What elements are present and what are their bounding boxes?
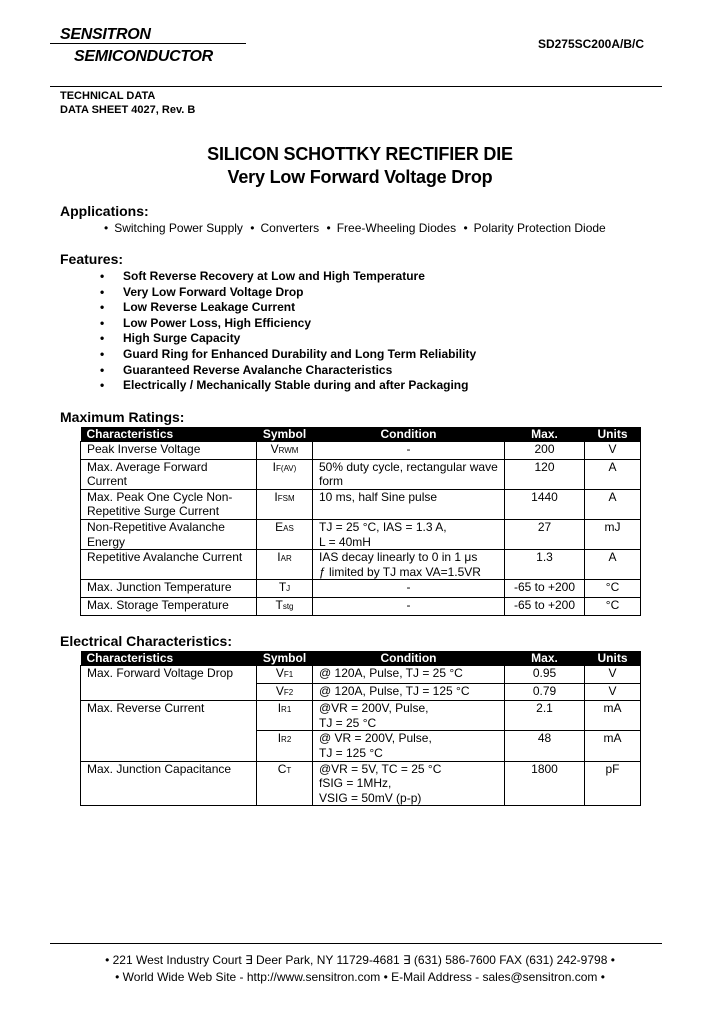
units-cell: pF [585,761,641,806]
max-cell: 2.1 [505,701,585,731]
doc-type: TECHNICAL DATA [60,90,156,102]
feature-item: • Guard Ring for Enhanced Durability and Long Term Reliability [100,346,477,361]
brand-divider [50,43,246,44]
symbol-cell [257,519,313,549]
symbol-letter: I [272,459,277,474]
bullet-icon: • [250,221,255,235]
max-ratings-heading: Maximum Ratings: [60,409,185,425]
symbol-subscript: RWM [278,446,299,455]
condition-line: @ 120A, Pulse, TJ = 25 °C [319,666,463,680]
max-cell: -65 to +200 [505,597,585,615]
bullet-icon: • [100,331,105,346]
table-row [81,597,641,615]
electrical-table [80,651,641,806]
application-item: Switching Power Supply [114,221,243,235]
characteristic-cell: Non-Repetitive Avalanche Energy [81,519,257,549]
page-subtitle: Very Low Forward Voltage Drop [227,167,493,187]
max-ratings-table [80,427,641,616]
col-header-characteristics: Characteristics [81,651,257,666]
units-cell: mJ [585,519,641,549]
table-row [81,580,641,598]
condition-cell [313,489,505,519]
max-cell: 200 [505,442,585,460]
table-header-row [81,651,641,666]
condition-line: TJ = 25 °C [319,715,377,730]
symbol-cell [257,731,313,761]
condition-line: @ VR = 200V, Pulse, [319,731,432,746]
symbol-cell [257,489,313,519]
condition-cell [313,550,505,580]
table-row [81,459,641,489]
footer-divider [50,943,662,944]
symbol-cell [257,442,313,460]
characteristic-cell: Max. Storage Temperature [81,597,257,615]
col-header-condition: Condition [313,651,505,666]
symbol-cell [257,666,313,684]
symbol-letter: T [275,597,283,612]
condition-line: - [406,580,411,595]
col-header-symbol: Symbol [257,651,313,666]
symbol-letter: V [270,442,279,456]
feature-item: • Low Reverse Leakage Current [100,300,296,315]
max-cell: 1440 [505,489,585,519]
symbol-subscript: F(AV) [276,463,297,473]
table-row [81,701,641,731]
col-header-units: Units [585,427,641,442]
symbol-subscript: FSM [277,493,295,503]
symbol-subscript: R2 [281,735,292,745]
page-title: SILICON SCHOTTKY RECTIFIER DIE [207,144,513,164]
electrical-heading: Electrical Characteristics: [60,633,232,649]
characteristic-cell: Peak Inverse Voltage [81,442,257,460]
condition-line: ƒ limited by TJ max VA=1.5VR [319,564,481,579]
doc-sheet: DATA SHEET 4027, Rev. B [60,104,196,116]
col-header-condition: Condition [313,427,505,442]
applications-list [100,221,606,235]
characteristic-cell: Max. Forward Voltage Drop [81,666,257,684]
characteristic-cell: Max. Junction Capacitance [81,761,257,806]
bullet-icon: • [100,346,105,361]
symbol-letter: V [275,683,284,698]
symbol-letter: I [274,489,278,504]
application-item: Polarity Protection Diode [473,221,606,235]
condition-line: - [406,442,411,456]
table-row [81,442,641,460]
document-info [60,89,195,117]
symbol-cell [257,550,313,580]
max-cell: 27 [505,519,585,549]
condition-cell [313,580,505,598]
condition-line: fSIG = 1MHz, [319,776,392,791]
table-row [81,761,641,806]
table-row [81,489,641,519]
feature-item: • Very Low Forward Voltage Drop [100,284,304,299]
max-cell: 1800 [505,761,585,806]
condition-cell [313,761,505,806]
units-cell: A [585,550,641,580]
symbol-subscript: T [286,765,292,775]
symbol-cell [257,580,313,598]
condition-cell [313,683,505,701]
symbol-letter: I [277,701,282,716]
col-header-symbol: Symbol [257,427,313,442]
condition-cell [313,459,505,489]
symbol-subscript: AR [280,554,292,564]
symbol-cell [257,459,313,489]
bullet-icon: • [100,300,105,315]
symbol-letter: V [275,666,284,680]
bullet-icon: • [326,221,331,235]
feature-item: • Low Power Loss, High Efficiency [100,315,312,330]
units-cell: °C [585,580,641,598]
part-number: SD275SC200A/B/C [537,37,644,51]
units-cell: V [585,442,641,460]
bullet-icon: • [100,269,105,283]
condition-line: IAS decay linearly to 0 in 1 μs [319,550,478,565]
max-cell: 120 [505,459,585,489]
units-cell: V [585,666,641,684]
table-header-row [81,427,641,442]
col-header-units: Units [585,651,641,666]
symbol-letter: I [277,731,282,746]
application-item: Free-Wheeling Diodes [336,221,457,235]
characteristic-cell: Max. Reverse Current [81,701,257,731]
features-list [100,269,476,394]
symbol-subscript: R1 [281,705,292,715]
symbol-subscript: F2 [283,687,294,697]
table-row [81,666,641,684]
feature-item: • Electrically / Mechanically Stable during and after Packaging [100,378,469,393]
condition-line: @VR = 200V, Pulse, [319,701,429,716]
table-row [81,550,641,580]
table-row [81,519,641,549]
table-row [81,683,641,701]
symbol-cell [257,597,313,615]
bullet-icon: • [100,378,105,393]
characteristic-cell [81,683,257,701]
condition-cell [313,442,505,460]
condition-cell [313,519,505,549]
col-header-max: Max. [505,427,585,442]
symbol-letter: I [277,550,281,565]
brand-line-2: SEMICONDUCTOR [74,48,213,65]
feature-item: • Soft Reverse Recovery at Low and High Temperature [100,269,425,283]
max-cell: -65 to +200 [505,580,585,598]
bullet-icon: • [100,315,105,330]
condition-line: 50% duty cycle, rectangular wave [319,459,498,474]
condition-cell [313,666,505,684]
brand-line-1: SENSITRON [60,26,151,43]
units-cell: A [585,459,641,489]
symbol-subscript: AS [283,523,294,533]
characteristic-cell: Repetitive Avalanche Current [81,550,257,580]
symbol-subscript: J [286,584,291,594]
application-item: Converters [260,221,320,235]
symbol-subscript: F1 [283,670,294,679]
bullet-icon: • [104,221,109,235]
characteristic-cell: Max. Junction Temperature [81,580,257,598]
units-cell: V [585,683,641,701]
header-divider [50,86,662,87]
bullet-icon: • [100,362,105,377]
max-cell: 0.79 [505,683,585,701]
symbol-letter: E [275,519,284,534]
applications-heading: Applications: [60,203,149,219]
col-header-characteristics: Characteristics [81,427,257,442]
condition-line: @ 120A, Pulse, TJ = 125 °C [319,683,470,698]
condition-line: TJ = 125 °C [319,745,383,760]
condition-line: - [406,597,411,612]
symbol-letter: C [277,761,287,776]
characteristic-cell: Max. Peak One Cycle Non-Repetitive Surge Current [81,489,257,519]
condition-line: L = 40mH [319,534,371,549]
condition-line: TJ = 25 °C, IAS = 1.3 A, [319,519,447,534]
condition-cell [313,701,505,731]
bullet-icon: • [100,284,105,299]
col-header-max: Max. [505,651,585,666]
condition-line: @VR = 5V, TC = 25 °C [319,761,442,776]
symbol-cell [257,701,313,731]
symbol-cell [257,761,313,806]
bullet-icon: • [463,221,468,235]
condition-line: 10 ms, half Sine pulse [319,489,438,504]
condition-cell [313,597,505,615]
units-cell: °C [585,597,641,615]
max-cell: 1.3 [505,550,585,580]
condition-line: form [319,474,343,489]
symbol-letter: T [278,580,287,595]
characteristic-cell: Max. Average Forward Current [81,459,257,489]
footer-address: • 221 West Industry Court ∃ Deer Park, NY 11729-4681 ∃ (631) 586-7600 FAX (631) 242-9798 • [105,953,615,967]
max-cell: 48 [505,731,585,761]
feature-item: • High Surge Capacity [100,331,241,346]
characteristic-cell [81,731,257,761]
feature-item: • Guaranteed Reverse Avalanche Characteristics [100,362,393,377]
condition-line: VSIG = 50mV (p-p) [319,790,422,805]
units-cell: mA [585,701,641,731]
units-cell: A [585,489,641,519]
condition-cell [313,731,505,761]
units-cell: mA [585,731,641,761]
symbol-cell [257,683,313,701]
company-logo [60,26,213,66]
footer-contact: • World Wide Web Site - http://www.sensitron.com • E-Mail Address - sales@sensitron.com • [115,970,605,984]
features-heading: Features: [60,251,124,267]
max-cell: 0.95 [505,666,585,684]
symbol-subscript: stg [282,601,294,611]
table-row [81,731,641,761]
